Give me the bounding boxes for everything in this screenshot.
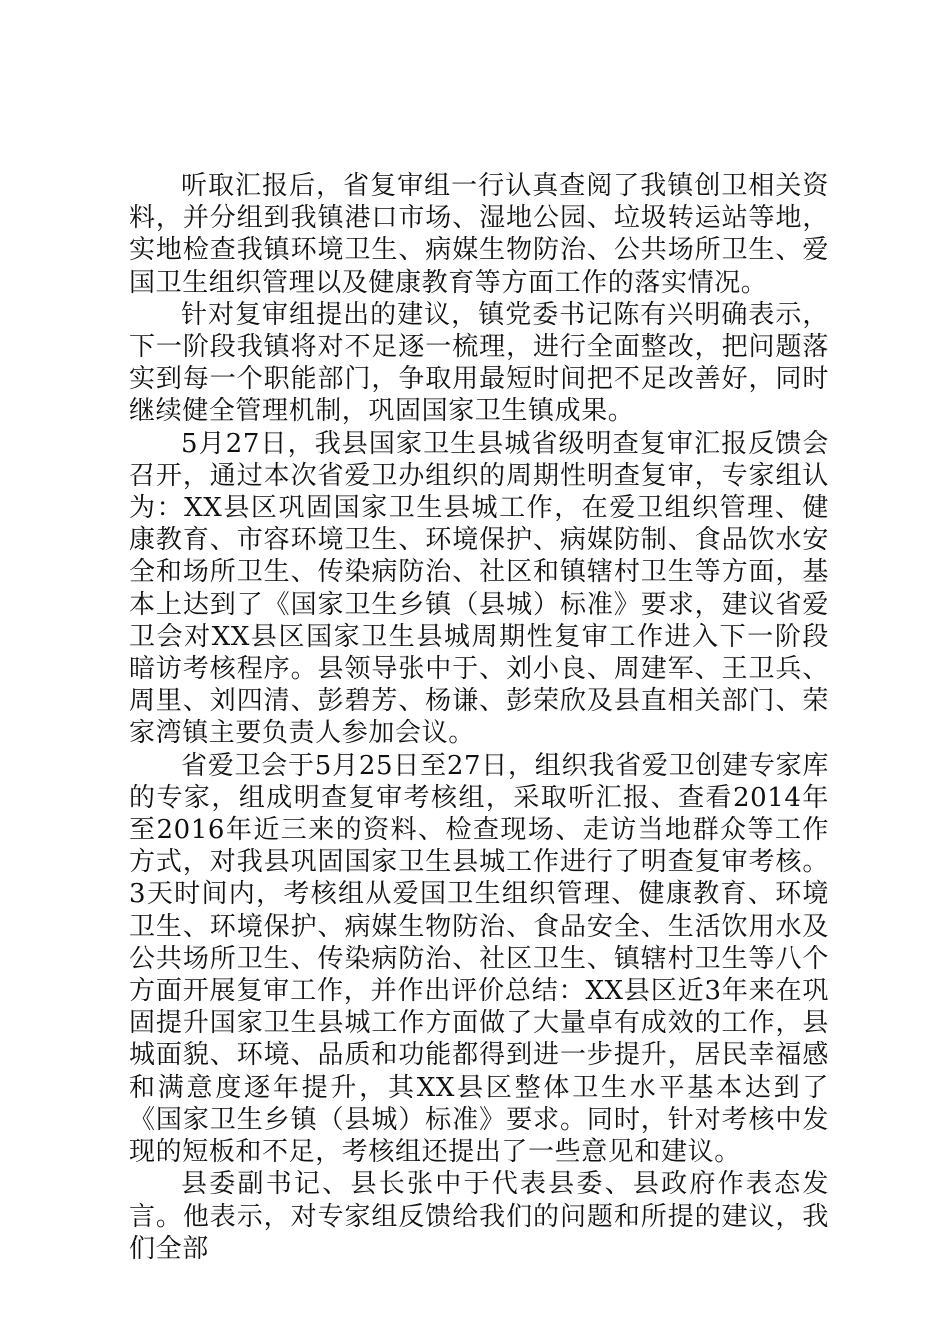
document-body [129,170,829,1265]
paragraph-review-inspection: 听取汇报后，省复审组一行认真查阅了我镇创卫相关资料，并分组到我镇港口市场、湿地公园、垃圾转运站等地，实地检查我镇环境卫生、病媒生物防治、公共场所卫生、爱国卫生组织管理以及健康教育等方面工作的落实情况。 [129,171,829,298]
paragraph-feedback-meeting: 5月27日，我县国家卫生县城省级明查复审汇报反馈会召开，通过本次省爱卫办组织的周期性明查复审，专家组认为：XX县区巩固国家卫生县城工作，在爱卫组织管理、健康教育、市容环境卫生、环境保护、病媒防制、食品饮水安全和场所卫生、传染病防治、社区和镇辖村卫生等方面，基本上达到了《国家卫生乡镇（县城）标准》要求，建议省爱卫会对XX县区国家卫生县城周期性复审工作进入下一阶段暗访考核程序。县领导张中于、刘小良、周建军、王卫兵、周里、刘四清、彭碧芳、杨谦、彭荣欣及县直相关部门、荣家湾镇主要负责人参加会议。 [129,428,829,749]
paragraph-assessment-group: 省爱卫会于5月25日至27日，组织我省爱卫创建专家库的专家，组成明查复审考核组，采取听汇报、查看2014年至2016年近三来的资料、检查现场、走访当地群众等工作方式，对我县巩固国家卫生县城工作进行了明查复审考核。3天时间内，考核组从爱国卫生组织管理、健康教育、环境卫生、环境保护、病媒生物防治、食品安全、生活饮用水及公共场所卫生、传染病防治、社区卫生、镇辖村卫生等八个方面开展复审工作，并作出评价总结：XX县区近3年来在巩固提升国家卫生县城工作方面做了大量卓有成效的工作，县城面貌、环境、品质和功能都得到进一步提升，居民幸福感和满意度逐年提升，其XX县区整体卫生水平基本达到了《国家卫生乡镇（县城）标准》要求。同时，针对考核中发现的短板和不足，考核组还提出了一些意见和建议。 [129,750,829,1168]
paragraph-party-secretary-response: 针对复审组提出的建议，镇党委书记陈有兴明确表示，下一阶段我镇将对不足逐一梳理，进行全面整改，把问题落实到每一个职能部门，争取用最短时间把不足改善好，同时继续健全管理机制，巩固国家卫生镇成果。 [129,299,829,427]
paragraph-county-statement: 县委副书记、县长张中于代表县委、县政府作表态发言。他表示，对专家组反馈给我们的问题和所提的建议，我们全部 [129,1169,829,1264]
